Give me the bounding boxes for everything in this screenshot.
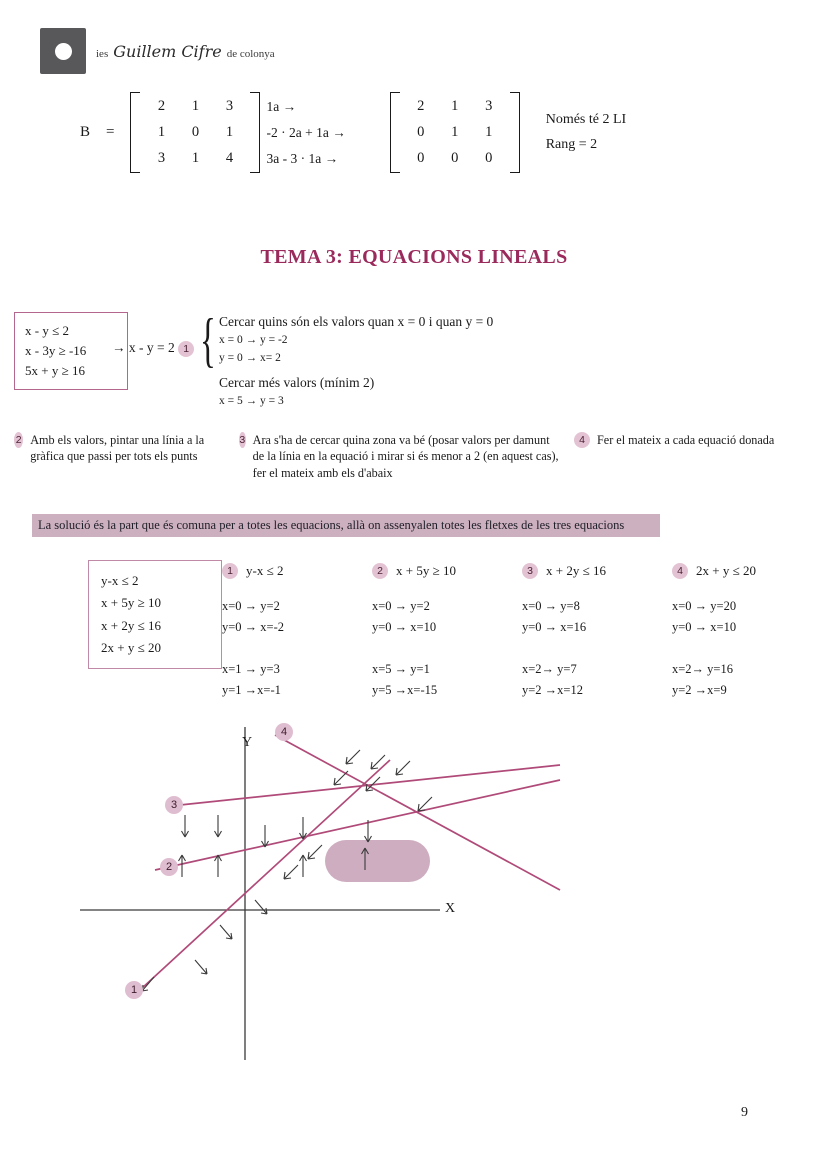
matrix-cell: 4	[225, 150, 234, 166]
column-badge-1: 1	[222, 563, 238, 579]
logo-wordmark	[96, 42, 275, 61]
matrix-cell: 1	[191, 98, 200, 114]
inequalities-graph	[60, 705, 780, 1095]
logo-mark	[40, 28, 86, 74]
derived-equation-text: → x - y = 2	[112, 340, 175, 355]
system-inequalities-box	[14, 312, 128, 390]
row-operation: -2 · 2a + 1a →	[266, 125, 346, 140]
graph-badge-2: 2	[160, 858, 178, 876]
rank-note-line-2: Rang = 2	[545, 136, 598, 152]
matrix-cell: 0	[417, 124, 425, 140]
value-line: x=1 → y=3	[222, 661, 280, 676]
value-line: x=2→ y=7	[522, 661, 577, 676]
source-matrix	[130, 92, 260, 173]
row-operation: 1a →	[266, 99, 297, 114]
graph-badge-3: 3	[165, 796, 183, 814]
step-item	[574, 432, 804, 481]
step-badge-3: 3	[239, 432, 246, 448]
feasible-region	[325, 840, 430, 882]
matrix-cell: 2	[157, 98, 166, 114]
value-line: x=5 → y=1	[372, 661, 430, 676]
value-column-head	[672, 563, 822, 579]
equation-line: y-x ≤ 2	[101, 573, 139, 588]
explanation-line-2: Cercar més valors (mínim 2)	[219, 374, 375, 390]
equation-line: 2x + y ≤ 20	[101, 640, 161, 656]
y-axis-label: Y	[242, 735, 253, 750]
equations-box	[88, 560, 222, 669]
value-column-body	[222, 596, 372, 701]
result-matrix	[390, 92, 520, 173]
step-badge-1: 1	[178, 341, 194, 357]
matrix-cell: 0	[485, 150, 493, 166]
curly-brace-icon: {	[200, 307, 216, 373]
steps-row	[14, 432, 814, 481]
matrix-cell: 1	[225, 124, 234, 140]
graph-badge-1: 1	[125, 981, 143, 999]
system-line: x - 3y ≥ -16	[25, 343, 87, 359]
column-equation: 2x + y ≤ 20	[696, 563, 756, 578]
column-equation: y-x ≤ 2	[246, 563, 284, 578]
value-line: x=0 → y=2	[222, 599, 280, 613]
column-badge-3: 3	[522, 563, 538, 579]
step-badge-4: 4	[574, 432, 590, 448]
bracket-left	[130, 92, 140, 173]
value-column	[372, 563, 522, 701]
value-line: x=0 → y=20	[672, 599, 737, 613]
bracket-left	[390, 92, 400, 173]
column-badge-4: 4	[672, 563, 688, 579]
rank-note	[546, 108, 626, 157]
graph-badge-4: 4	[275, 723, 293, 741]
logo-suffix: de colonya	[226, 47, 275, 60]
graph-svg	[60, 705, 780, 1095]
matrix-cell: 0	[417, 150, 425, 166]
matrix-cell: 1	[191, 150, 200, 166]
value-columns	[222, 563, 822, 701]
logo-prefix: ies	[96, 47, 109, 60]
system-line: 5x + y ≥ 16	[25, 363, 85, 379]
logo-name-a: Guillem	[113, 41, 177, 61]
explanation-sub-2: y = 0 → x= 2	[219, 351, 281, 364]
result-matrix-grid	[400, 92, 510, 173]
matrix-cell: 1	[451, 98, 459, 114]
value-line: y=2 →x=12	[522, 682, 583, 697]
matrix-reduction-block	[80, 92, 626, 173]
arrow-group-line1	[142, 900, 267, 991]
bracket-right	[250, 92, 260, 173]
explanation-block	[219, 312, 493, 410]
page-title: TEMA 3: EQUACIONS LINEALS	[260, 246, 568, 268]
value-column-head	[372, 563, 522, 579]
value-line: y=0 → x=16	[522, 620, 587, 635]
value-line: y=5 →x=-15	[372, 682, 438, 697]
step-item	[239, 432, 564, 481]
matrix-cell: 2	[417, 98, 425, 114]
equation-line: x + 2y ≤ 16	[101, 617, 161, 633]
value-line: y=0 → x=10	[372, 620, 437, 635]
page-number: 9	[741, 1105, 748, 1120]
row-operation: 3a - 3 · 1a →	[266, 151, 339, 166]
value-column-body	[672, 596, 822, 701]
row-operations	[266, 92, 345, 173]
explanation-sub-3: x = 5 → y = 3	[219, 395, 284, 407]
system-line: x - y ≤ 2	[25, 323, 69, 338]
value-column-body	[522, 596, 672, 701]
x-axis-label: X	[445, 901, 456, 916]
value-line: x=2→ y=16	[672, 661, 733, 676]
matrix-cell: 3	[225, 98, 234, 114]
value-line: y=0 → x=10	[672, 620, 737, 635]
column-badge-2: 2	[372, 563, 388, 579]
value-line: x=0 → y=2	[372, 599, 430, 613]
value-column	[672, 563, 822, 701]
value-line: x=0 → y=8	[522, 599, 580, 613]
step-text: Fer el mateix a cada equació donada	[597, 433, 775, 447]
value-line: y=2 →x=9	[672, 682, 727, 697]
value-line: y=0 → x=-2	[222, 620, 285, 635]
step-text: Amb els valors, pintar una línia a la gràfica que passi per tots els punts	[30, 433, 205, 464]
explanation-sub-1: x = 0 → y = -2	[219, 334, 288, 347]
matrix-cell: 0	[191, 124, 200, 140]
source-matrix-grid	[140, 92, 250, 173]
matrix-cell: 3	[485, 98, 493, 114]
matrix-cell: 1	[157, 124, 166, 140]
matrix-cell: 1	[485, 124, 493, 140]
value-column	[522, 563, 672, 701]
matrix-equals-sign: =	[106, 124, 115, 140]
value-column-head	[222, 563, 372, 579]
matrix-cell: 3	[157, 150, 166, 166]
matrix-label: B	[80, 124, 91, 140]
school-logo-header	[40, 28, 275, 74]
value-column-head	[522, 563, 672, 579]
bracket-right	[510, 92, 520, 173]
derived-equation	[112, 340, 194, 357]
value-column-body	[372, 596, 522, 701]
step-item	[14, 432, 229, 481]
equation-line: x + 5y ≥ 10	[101, 595, 161, 611]
column-equation: x + 2y ≤ 16	[546, 563, 606, 578]
rank-note-line-1: Només té 2 LI	[545, 112, 627, 127]
explanation-line-1: Cercar quins són els valors quan x = 0 i quan y = 0	[219, 314, 494, 329]
value-line: y=1 →x=-1	[222, 682, 281, 697]
solution-highlight-bar: La solució és la part que és comuna per a totes les equacions, allà on assenyalen totes les fletxes de les tres equacions	[32, 514, 660, 537]
logo-dot-icon	[55, 43, 72, 60]
step-badge-2: 2	[14, 432, 23, 448]
step-text: Ara s'ha de cercar quina zona va bé (posar valors per damunt de la línia en la equació i mirar si és menor a 2 (en aquest cas), fer el mateix amb els d'abaix	[252, 433, 559, 480]
matrix-cell: 1	[451, 124, 459, 140]
column-equation: x + 5y ≥ 10	[396, 563, 456, 578]
logo-name-b: Cifre	[181, 41, 222, 61]
value-column	[222, 563, 372, 701]
graph-line-3	[180, 765, 560, 805]
matrix-cell: 0	[451, 150, 459, 166]
